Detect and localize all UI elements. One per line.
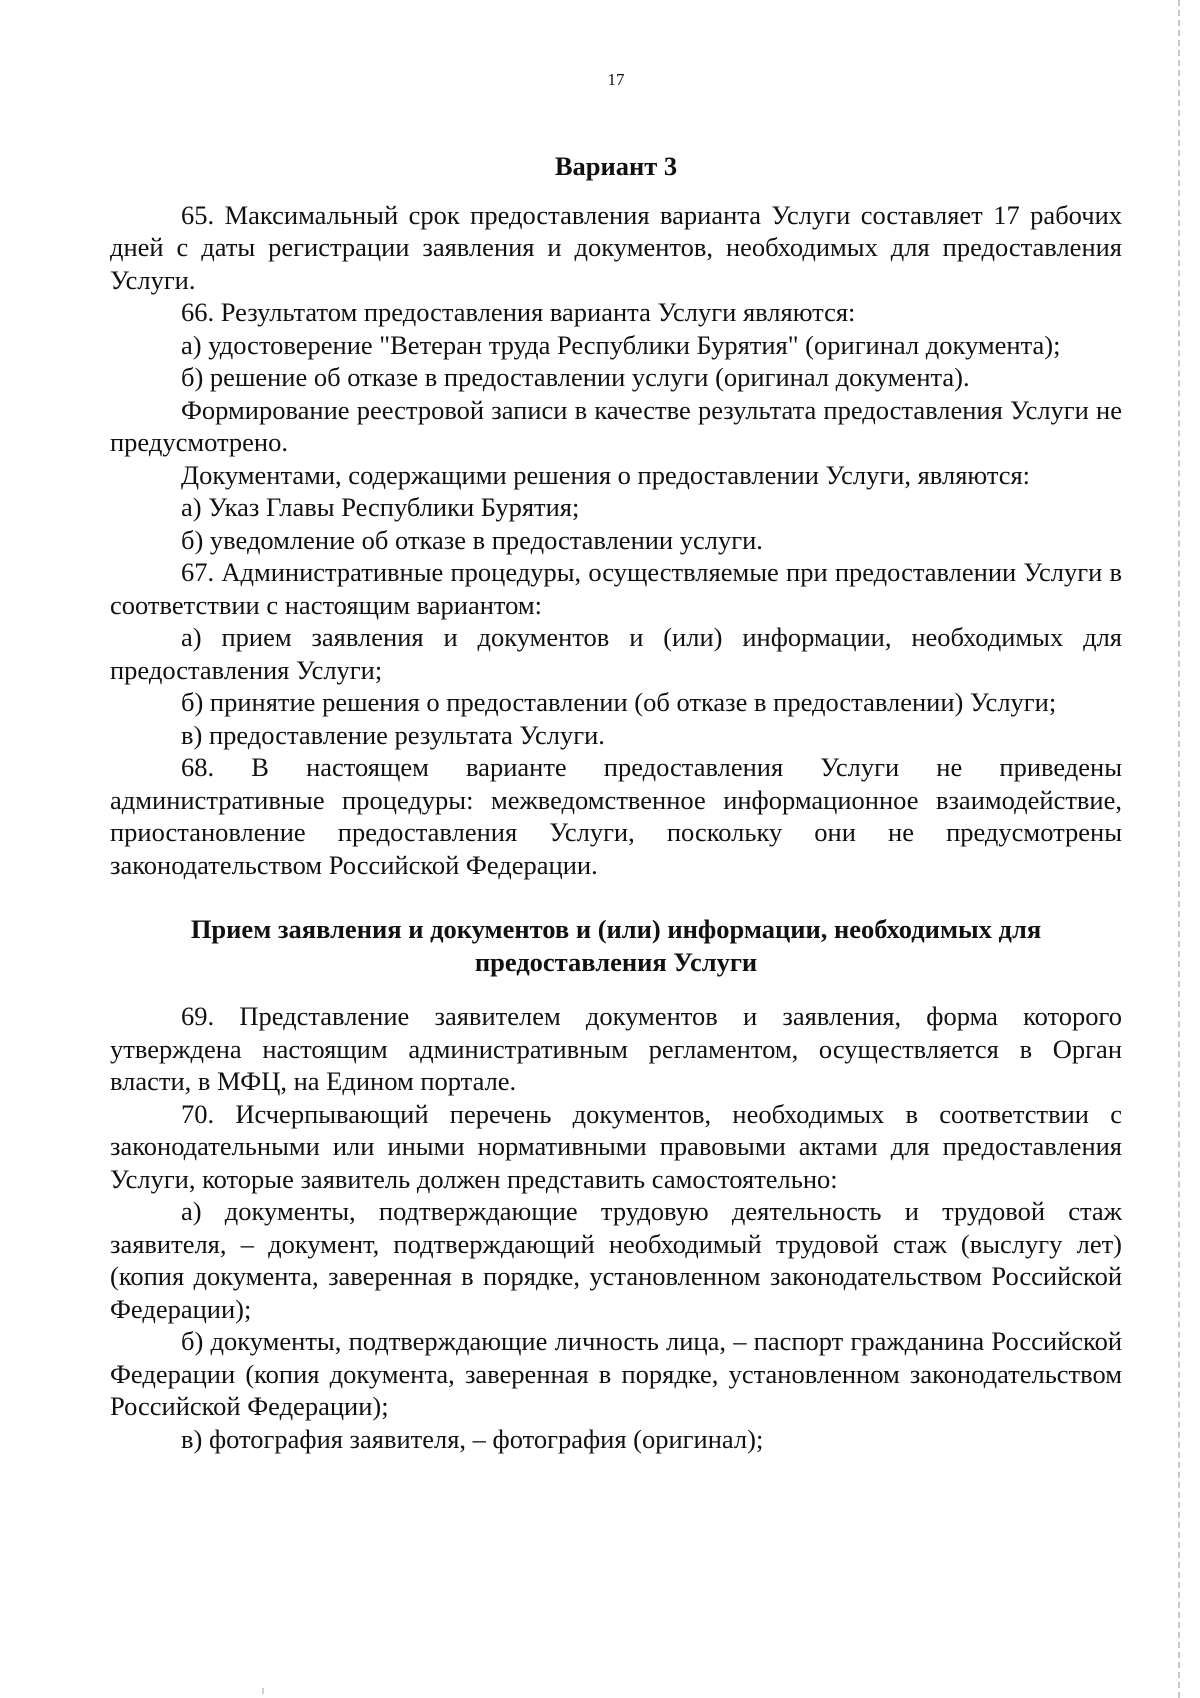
paragraph: 70. Исчерпывающий перечень документов, необходимых в соответствии с законодательными или иными нормативными правовыми актами для предоставления Услуги, которые заявитель должен представить самостоятельно:: [110, 1098, 1122, 1194]
list-item: а) прием заявления и документов и (или) информации, необходимых для предоставления Услуги;: [110, 622, 1122, 685]
list-item: в) предоставление результата Услуги.: [181, 719, 605, 750]
section-heading: [110, 913, 1122, 978]
paragraph: 65. Максимальный срок предоставления варианта Услуги составляет 17 рабочих дней с даты регистрации заявления и документов, необходимых для предоставления Услуги.: [110, 199, 1122, 295]
scan-artifact: [262, 1688, 264, 1694]
variant-heading: Вариант 3: [554, 151, 678, 181]
section-heading-line: Прием заявления и документов и (или) информации, необходимых для: [190, 914, 1042, 944]
paragraph: 69. Представление заявителем документов и заявления, форма которого утверждена настоящим административным регламентом, осуществляется в Орган власти, в МФЦ, на Едином портале.: [110, 1001, 1122, 1096]
list-item: а) Указ Главы Республики Бурятия;: [181, 492, 580, 522]
list-item: б) документы, подтверждающие личность лица, – паспорт гражданина Российской Федерации (копия документа, заверенная в порядке, установленном законодательством Российской Федерации);: [110, 1326, 1122, 1421]
list-item: в) фотография заявителя, – фотография (оригинал);: [181, 1423, 764, 1454]
paragraph: 68. В настоящем варианте предоставления Услуги не приведены административные процедуры: межведомственное информационное взаимодействие, приостановление предоставления Услуги, поскольку они не предусмотрены законодательством Российской Федерации.: [110, 752, 1122, 880]
document-body: [110, 150, 1122, 1455]
list-item: б) принятие решения о предоставлении (об отказе в предоставлении) Услуги;: [181, 687, 1057, 717]
list-item: а) удостоверение "Ветеран труда Республики Бурятия" (оригинал документа);: [181, 329, 1061, 360]
paragraph: Формирование реестровой записи в качестве результата предоставления Услуги не предусмотрено.: [110, 394, 1122, 457]
list-item: а) документы, подтверждающие трудовую деятельность и трудовой стаж заявителя, – документ, подтверждающий необходимый трудовой стаж (выслугу лет) (копия документа, заверенная в порядке, установленном законодательством Российской Федерации);: [110, 1196, 1122, 1324]
paragraph: 67. Административные процедуры, осуществляемые при предоставлении Услуги в соответствии с настоящим вариантом:: [110, 557, 1122, 620]
section-heading-line: предоставления Услуги: [474, 946, 758, 977]
list-item: б) уведомление об отказе в предоставлении услуги.: [181, 524, 763, 555]
page-number: 17: [607, 70, 625, 89]
paragraph: 66. Результатом предоставления варианта Услуги являются:: [181, 297, 856, 327]
list-item: б) решение об отказе в предоставлении услуги (оригинал документа).: [181, 362, 970, 392]
paragraph: Документами, содержащими решения о предоставлении Услуги, являются:: [181, 459, 1031, 490]
scan-edge-line: [1178, 0, 1180, 1698]
